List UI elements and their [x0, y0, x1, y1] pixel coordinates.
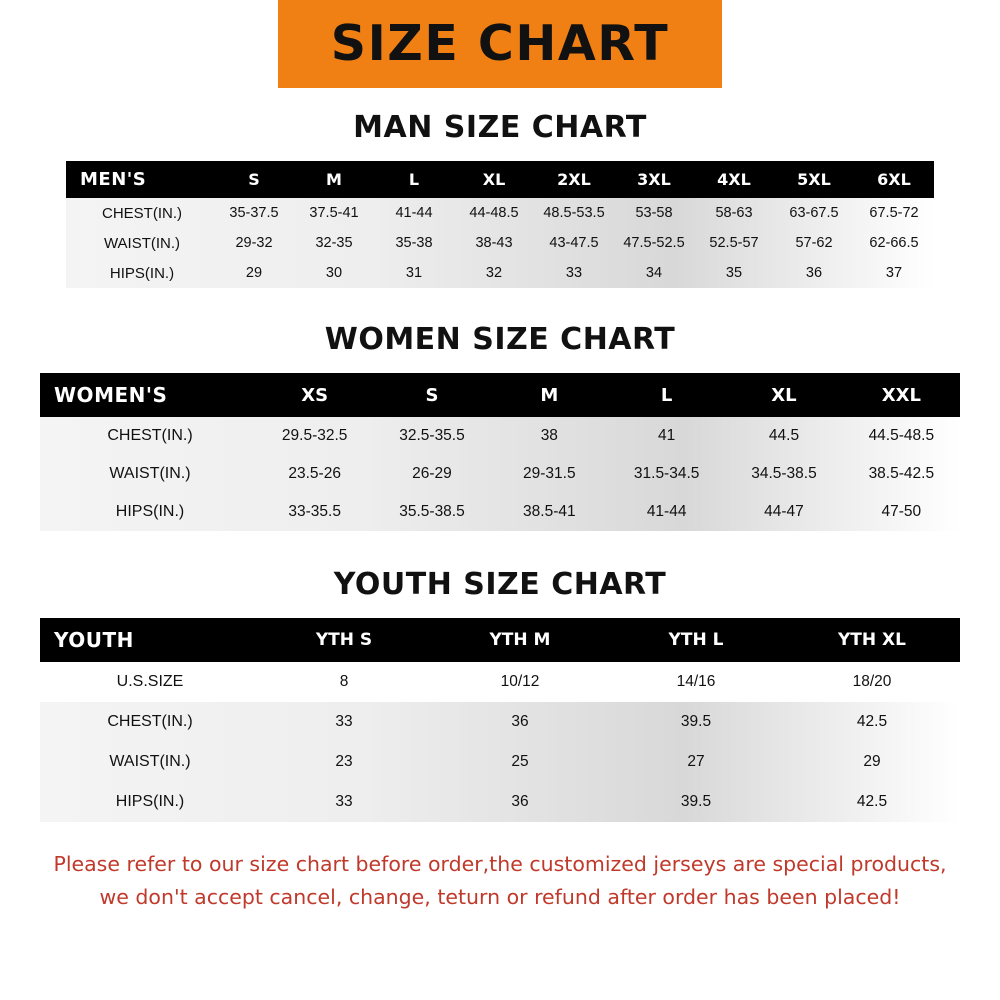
- row-label: CHEST(IN.): [102, 204, 182, 222]
- man-header-cell: XL: [482, 170, 506, 189]
- cell: 48.5-53.5: [543, 205, 605, 221]
- cell: 27: [687, 753, 705, 770]
- cell: 10/12: [500, 673, 540, 690]
- page-title: SIZE CHART: [330, 15, 670, 72]
- man-size-table: [66, 161, 934, 288]
- table-row: [40, 782, 960, 822]
- cell: 42.5: [856, 793, 888, 810]
- table-row: [40, 742, 960, 782]
- row-label: CHEST(IN.): [107, 427, 193, 444]
- cell: 44.5: [768, 427, 800, 444]
- youth-table-header: [40, 618, 960, 662]
- cell: 47-50: [881, 503, 922, 520]
- cell: 44-47: [764, 503, 804, 520]
- women-size-table: [40, 373, 960, 531]
- cell: 42.5: [856, 713, 888, 730]
- women-header-cell: XL: [771, 384, 797, 406]
- cell: 32-35: [315, 235, 353, 251]
- women-header-cell: S: [425, 384, 439, 406]
- row-label: CHEST(IN.): [107, 713, 193, 730]
- youth-size-table: [40, 618, 960, 822]
- cell: 29-32: [235, 235, 273, 251]
- man-table-body: [66, 198, 934, 288]
- table-row: [40, 417, 960, 455]
- cell: 29.5-32.5: [281, 427, 348, 444]
- table-row: [40, 702, 960, 742]
- table-row: [40, 455, 960, 493]
- cell: 37: [885, 265, 903, 281]
- row-label: WAIST(IN.): [109, 753, 191, 770]
- cell: 44.5-48.5: [868, 427, 935, 444]
- cell: 29: [863, 753, 881, 770]
- cell: 25: [511, 753, 529, 770]
- cell: 8: [339, 673, 349, 690]
- cell: 41: [658, 427, 676, 444]
- row-label: U.S.SIZE: [116, 673, 184, 690]
- cell: 47.5-52.5: [623, 235, 685, 251]
- cell: 29: [245, 265, 263, 281]
- cell: 32.5-35.5: [399, 427, 465, 444]
- man-header-cell: 4XL: [717, 170, 751, 189]
- table-header-row: [40, 373, 960, 417]
- table-header-row: [66, 161, 934, 198]
- cell: 33: [335, 713, 353, 730]
- cell: 53-58: [635, 205, 673, 221]
- cell: 33-35.5: [288, 503, 341, 520]
- footer-note-line-1: Please refer to our size chart before order,the customized jerseys are special products,: [53, 852, 947, 876]
- man-header-cell: M: [326, 170, 342, 189]
- cell: 23.5-26: [288, 465, 341, 482]
- women-section-heading: WOMEN SIZE CHART: [324, 322, 676, 357]
- man-header-cell: MEN'S: [80, 169, 147, 190]
- cell: 52.5-57: [709, 235, 759, 251]
- women-header-cell: L: [660, 384, 673, 406]
- youth-table-body: [40, 662, 960, 822]
- cell: 37.5-41: [309, 205, 359, 221]
- table-row: [66, 258, 934, 288]
- man-header-cell: 5XL: [797, 170, 831, 189]
- youth-header-cell: YOUTH: [54, 628, 134, 652]
- cell: 35.5-38.5: [399, 503, 465, 520]
- women-table-body: [40, 417, 960, 531]
- man-header-cell: 3XL: [637, 170, 671, 189]
- youth-header-cell: YTH S: [315, 630, 373, 650]
- banner: [0, 0, 1000, 88]
- women-header-cell: XS: [301, 384, 329, 406]
- man-header-cell: L: [408, 170, 420, 189]
- cell: 30: [325, 265, 343, 281]
- youth-header-cell: YTH L: [668, 630, 724, 650]
- banner-white-left: [0, 0, 278, 88]
- cell: 23: [335, 753, 353, 770]
- women-header-cell: XXL: [881, 384, 921, 406]
- man-section-heading: MAN SIZE CHART: [353, 110, 647, 145]
- youth-header-cell: YTH XL: [838, 630, 906, 650]
- cell: 29-31.5: [523, 465, 576, 482]
- cell: 57-62: [795, 235, 833, 251]
- youth-section-heading: YOUTH SIZE CHART: [333, 567, 667, 602]
- row-label: WAIST(IN.): [109, 465, 191, 482]
- table-row: [40, 493, 960, 531]
- cell: 34.5-38.5: [751, 465, 817, 482]
- man-header-cell: 6XL: [877, 170, 911, 189]
- cell: 36: [511, 713, 529, 730]
- cell: 31: [405, 265, 423, 281]
- cell: 26-29: [412, 465, 452, 482]
- cell: 38.5-41: [523, 503, 576, 520]
- row-label: WAIST(IN.): [103, 234, 181, 252]
- women-header-cell: WOMEN'S: [54, 383, 168, 407]
- cell: 35-37.5: [229, 205, 279, 221]
- cell: 62-66.5: [869, 235, 919, 251]
- cell: 44-48.5: [469, 205, 519, 221]
- row-label: HIPS(IN.): [115, 503, 185, 520]
- cell: 38.5-42.5: [868, 465, 935, 482]
- row-label: HIPS(IN.): [109, 264, 175, 282]
- table-row: [66, 198, 934, 228]
- table-row: [66, 228, 934, 258]
- cell: 35: [725, 265, 743, 281]
- banner-white-right: [722, 0, 1000, 88]
- footer-note-line-2: we don't accept cancel, change, teturn or refund after order has been placed!: [99, 885, 901, 909]
- cell: 14/16: [676, 673, 716, 690]
- table-row: [40, 662, 960, 702]
- table-header-row: [40, 618, 960, 662]
- women-header-cell: M: [540, 384, 559, 406]
- cell: 31.5-34.5: [633, 465, 700, 482]
- cell: 36: [805, 265, 823, 281]
- cell: 32: [485, 265, 503, 281]
- cell: 35-38: [395, 235, 433, 251]
- youth-header-cell: YTH M: [489, 630, 551, 650]
- cell: 58-63: [715, 205, 753, 221]
- cell: 43-47.5: [549, 235, 599, 251]
- cell: 63-67.5: [789, 205, 839, 221]
- row-label: HIPS(IN.): [115, 793, 185, 810]
- cell: 33: [565, 265, 583, 281]
- cell: 38-43: [475, 235, 513, 251]
- cell: 41-44: [646, 503, 687, 520]
- man-table-header: [66, 161, 934, 198]
- cell: 39.5: [680, 793, 712, 810]
- man-header-cell: S: [248, 170, 260, 189]
- cell: 38: [540, 427, 558, 444]
- cell: 18/20: [852, 673, 892, 690]
- women-table-header: [40, 373, 960, 417]
- footer-note: [25, 848, 975, 914]
- cell: 36: [511, 793, 529, 810]
- cell: 33: [335, 793, 353, 810]
- man-header-cell: 2XL: [557, 170, 591, 189]
- cell: 41-44: [395, 205, 433, 221]
- cell: 67.5-72: [869, 205, 919, 221]
- cell: 34: [645, 265, 663, 281]
- cell: 39.5: [680, 713, 712, 730]
